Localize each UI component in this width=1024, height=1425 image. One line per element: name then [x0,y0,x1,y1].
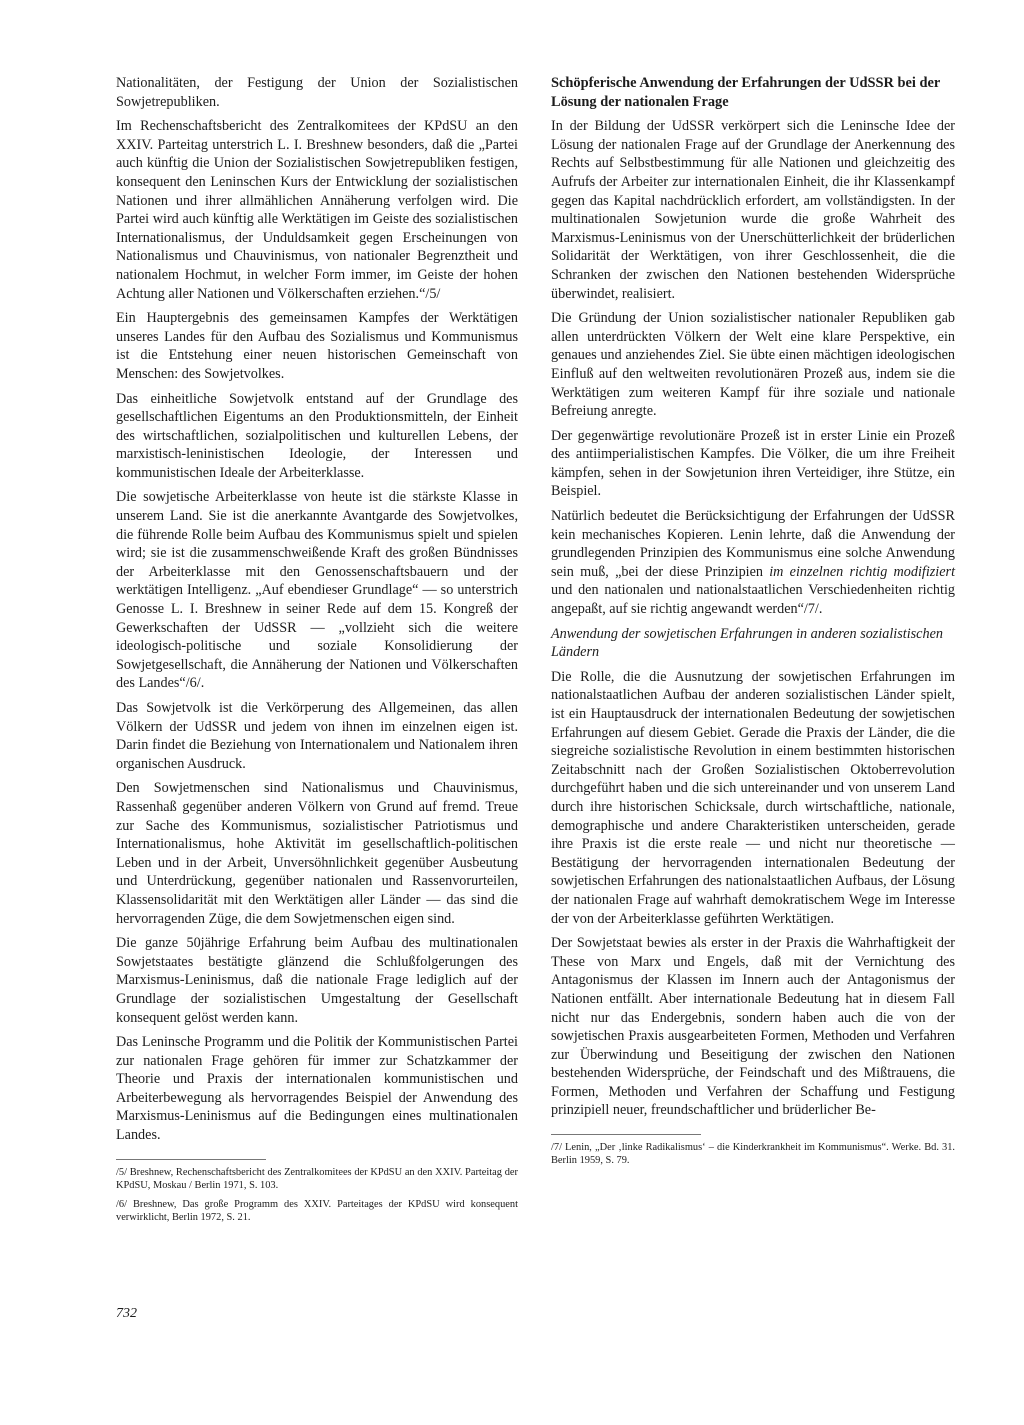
page-number: 732 [116,1306,137,1321]
paragraph: Ein Hauptergebnis des gemeinsamen Kampfes der Werktätigen unseres Landes für den Aufbau des Sozialismus und Kommunismus ist die Entstehung einer neuen historischen Gemeinschaft von Menschen: des Sowjetvolkes. [116,310,518,382]
section-heading: Anwendung der sowjetischen Erfahrungen in anderen sozialistischen Ländern [551,625,943,661]
footnote-divider [116,1159,266,1160]
quote-text-after: und den nationalen und nationalstaatlichen Verschiedenheiten richtig angepaßt, auf sie richtig angewandt werden“/7/. [551,582,955,618]
section-heading: Schöpferische Anwendung der Erfahrungen der UdSSR bei der Lösung der nationalen Frage [551,75,941,110]
paragraph: Die Gründung der Union sozialistischer nationaler Republiken gab allen unterdrückten Völkern der Welt eine klare Perspektive, ein genaues und anziehendes Ziel. Sie übte einen mächtigen ideologischen Einfluß auf den weltweiten revolutionären Prozeß aus, indem sie die Werktätigen zum weiteren Kampf für ihre soziale und nationale Befreiung anregte. [551,310,955,420]
paragraph: Die sowjetische Arbeiterklasse von heute ist die stärkste Klasse in unserem Land. Sie ist die anerkannte Avantgarde des Sowjetvolkes, die führende Rolle beim Aufbau des Kommunismus spielt und spielen wird; sie ist die zusammenschweißende Kraft des großen Bündnisses der Arbeiterklasse mit den Genossenschaftsbauern und der werktätigen Intelligenz. „Auf ebendieser Grundlage“ — so unterstrich Genosse L. I. Breshnew in seiner Rede auf dem 15. Kongreß der Gewerkschaften der UdSSR — „vollzieht sich die weitere ideologisch-politische und soziale Konsolidierung der Sowjetgesellschaft, die Annäherung der Nationen und Völkerschaften des Landes“/6/. [116,489,518,692]
paragraph: Die ganze 50jährige Erfahrung beim Aufbau des multinationalen Sowjetstaates bestätigte glänzend die Schlußfolgerungen des Marxismus-Leninismus, daß die nationale Frage lediglich auf der Grundlage der sozialistischen Umgestaltung der Gesellschaft konsequent gelöst werden kann. [116,935,518,1026]
paragraph: In der Bildung der UdSSR verkörpert sich die Leninsche Idee der Lösung der nationalen Frage auf der Grundlage der Anerkennung des Rechts auf Selbstbestimmung für alle Nationen und gleichzeitig des Aufrufs der Arbeiter zur internationalen Einheit, die ihr Klassenkampf gegen das Kapital nachdrücklich erfordert, am vollständigsten. In der multinationalen Sowjetunion wurde die große Wahrheit des Marxismus-Leninismus von der Unerschütterlichkeit der brüderlichen Solidarität der Werktätigen, von ihrer Geschlossenheit, die die Schranken der zwischen den Nationen bestehenden Widersprüche überwindet, realisiert. [551,118,955,302]
footnote: /5/ Breshnew, Rechenschaftsbericht des Zentralkomitees der KPdSU an den XXIV. Parteitag der KPdSU, Moskau / Berlin 1971, S. 103. [116,1166,518,1191]
paragraph: Nationalitäten, der Festigung der Union der Sozialistischen Sowjetrepubliken. [116,75,518,110]
footnote: /7/ Lenin, „Der ‚linke Radikalismus‘ – die Kinderkrankheit im Kommunismus“. Werke. Bd. 31. Berlin 1959, S. 79. [551,1142,955,1167]
paragraph: Der gegenwärtige revolutionäre Prozeß ist in erster Linie ein Prozeß des antiimperialistischen Kampfes. Die Völker, die um ihre Freiheit kämpfen, sehen in der Sowjetunion ihren Verteidiger, ihre Stütze, ein Beispiel. [551,427,955,500]
paragraph: Das einheitliche Sowjetvolk entstand auf der Grundlage des gesellschaftlichen Eigentums an den Produktionsmitteln, der Einheit des wirtschaftlichen, sozialpolitischen und kulturellen Lebens, der marxistisch-leninistischen Ideologie, der Interessen und kommunistischen Ideale der Arbeiterklasse. [116,390,518,481]
left-column [116,74,518,1230]
quote-text-before: Natürlich bedeutet die Berücksichtigung der Erfahrungen der UdSSR kein mechanisches Kopieren. Lenin lehrte, daß die Anwendung der grundlegenden Prinzipien des Kommunismus eine solche Anwendung sein muß, „bei der diese Prinzipien [551,508,955,580]
paragraph: Die Rolle, die die Ausnutzung der sowjetischen Erfahrungen im nationalstaatlichen Aufbau der anderen sozialistischen Länder spielt, ist ein Hauptausdruck der internationalen Bedeutung der sowjetischen Erfahrungen auf diesem Gebiet. Gerade die Praxis der Länder, die die siegreiche sozialistische Revolution in einem bestimmten historischen Zeitabschnitt nach der Großen Sozialistischen Oktoberrevolution durchgeführt haben und die sich untereinander und von unserem Land durch ihre historischen Schicksale, durch wirtschaftliche, nationale, demographische und andere Charakteristiken unterscheiden, gerade ihre Praxis ist die erste reale — und nicht nur theoretische — Bestätigung der hervorragenden internationalen Bedeutung der sowjetischen Erfahrungen des nationalstaatlichen Aufbaus, der Lösung der nationalen Frage auf wahrhaft demokratischem Wege im Interesse der von der Arbeiterklasse geführten Werktätigen. [551,668,955,927]
right-column [551,74,955,1173]
paragraph: Den Sowjetmenschen sind Nationalismus und Chauvinismus, Rassenhaß gegenüber anderen Völkern von Grund auf fremd. Treue zur Sache des Kommunismus, sozialistischer Patriotismus und Internationalismus, hohe Aktivität im gesellschaftlich-politischen Leben und in der Arbeit, Unversöhnlichkeit gegenüber Ausbeutung und Unterdrückung, gegenüber nationalen und Rassenvorurteilen, Klassensolidarität mit den Werktätigen aller Länder — das sind die hervorragenden Züge, die dem Sowjetmenschen eigen sind. [116,780,518,927]
emphasized-text: im einzelnen richtig modifiziert [769,563,956,580]
paragraph: Das Leninsche Programm und die Politik der Kommunistischen Partei zur nationalen Frage gehören für immer zur Schatzkammer der Theorie und Praxis der internationalen kommunistischen und Arbeiterbewegung als hervorragendes Beispiel der Anwendung des Marxismus-Leninismus auf die Bedingungen eines multinationalen Landes. [116,1034,518,1144]
paragraph-with-quote [551,507,955,619]
paragraph: Im Rechenschaftsbericht des Zentralkomitees der KPdSU an den XXIV. Parteitag unterstrich L. I. Breshnew besonders, daß die „Partei auch künftig die Union der Sozialistischen Sowjetrepubliken festigen, konsequent den Leninschen Kurs der Entwicklung der sozialistischen Nationen und ihrer allmählichen Annäherung verfolgen wird. Die Partei wird auch künftig alle Werktätigen im Geiste des sozialistischen Internationalismus, der Unduldsamkeit gegen Erscheinungen von Nationalismus und Chauvinismus, von nationaler Begrenztheit und nationalem Hochmut, in welcher Form immer, im Geiste der hohen Achtung aller Nationen und Völkerschaften erziehen.“/5/ [116,118,518,302]
paragraph: Der Sowjetstaat bewies als erster in der Praxis die Wahrhaftigkeit der These von Marx und Engels, daß mit der Vernichtung des Antagonismus der Klassen im Innern auch der Antagonismus der Nationen entfällt. Aber internationale Bedeutung hat in diesem Fall nicht nur das Endergebnis, sondern haben auch die von der sowjetischen Praxis ausgearbeiteten Formen, Methoden und Verfahren zur Überwindung und Beseitigung der zwischen den Nationen bestehenden Widersprüche, der Feindschaft und des Mißtrauens, die Formen, Methoden und Verfahren der Schaffung und Festigung prinzipiell neuer, freundschaftlicher und brüderlicher Be- [551,935,955,1119]
footnote: /6/ Breshnew, Das große Programm des XXIV. Parteitages der KPdSU wird konsequent verwirklicht, Berlin 1972, S. 21. [116,1198,518,1223]
footnote-divider [551,1134,701,1135]
paragraph: Das Sowjetvolk ist die Verkörperung des Allgemeinen, das allen Völkern der UdSSR und jedem von ihnen im einzelnen eigen ist. Darin findet die Beziehung von Internationalem und Nationalem ihren organischen Ausdruck. [116,700,518,772]
